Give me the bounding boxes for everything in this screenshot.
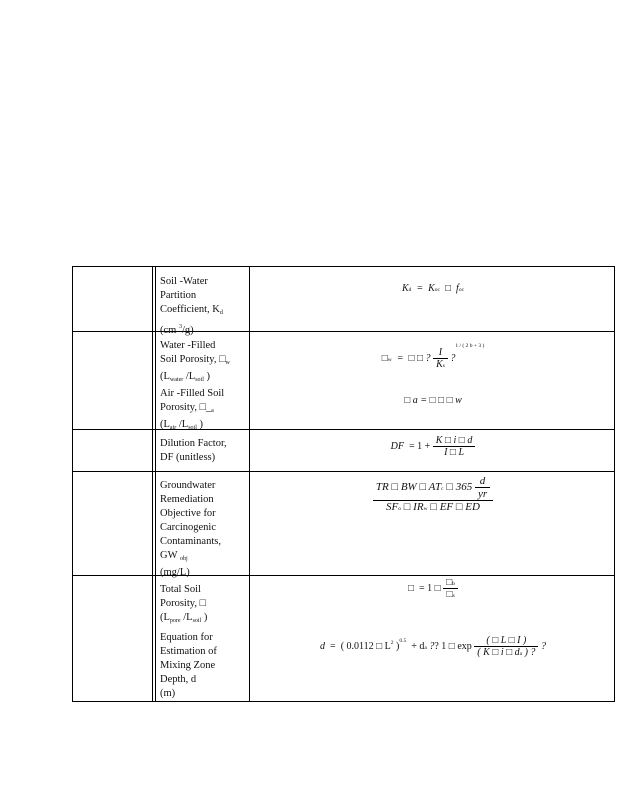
row-divider — [73, 471, 614, 472]
label-line: (m) — [160, 688, 176, 699]
label-air-filled-porosity — [160, 387, 248, 435]
label-unit: ($L_{air}$ $/L_{soil}$ ) — [160, 419, 204, 431]
row-divider — [73, 331, 614, 332]
label-line: Water -Filled — [160, 340, 216, 351]
label-line: Mixing Zone — [160, 660, 216, 671]
fraction: $\frac{K □ i □ d}{I □ L}$ — [433, 435, 476, 458]
equation-mixing-depth: d = ( 0.0112 □ $L^2$ )$^{0.5}$ + da ?? 1 □ exp $\frac{( □ L □ I )}{( K □ i □ da ) ?}$ ? — [320, 635, 546, 658]
label-line: Porosity, $□\__a$ — [160, 402, 214, 414]
label-line: Soil -Water — [160, 276, 208, 287]
label-groundwater-objective — [160, 479, 248, 580]
label-unit: ($L_{water}$ $/L_{soil}$ ) — [160, 371, 211, 383]
label-line: Partition — [160, 290, 197, 301]
fraction: TR □ BW □ ATc □ 365 $\frac{d}{yr}$ SFo □ IRw □ EF □ ED — [373, 475, 493, 513]
equation-eta: □ = 1 □ $\frac{□b}{□s}$ — [251, 577, 615, 600]
equation-df: DF = 1 + $\frac{K □ i □ d}{I □ L}$ — [251, 435, 615, 458]
label-mixing-zone-depth — [160, 631, 248, 701]
label-line: GW $_{obj}$ — [160, 550, 188, 562]
fraction: $\frac{d}{yr}$ — [475, 475, 490, 500]
label-unit: ($L_{pore}$ $/L_{soil}$ ) — [160, 612, 208, 624]
label-line: Coefficient, $K_d$ — [160, 304, 223, 316]
equation-theta-w: □w = □ □ ? $\frac{I}{Ks}$ ?$^{1 / ( 2 b + 3 )}$ — [381, 343, 485, 371]
label-line: DF (unitless) — [160, 452, 216, 463]
column-divider — [155, 267, 156, 701]
column-divider — [152, 267, 153, 701]
equation-gw-obj — [251, 475, 615, 513]
row-divider — [73, 575, 614, 576]
column-divider — [249, 267, 250, 701]
label-soil-water-partition — [160, 275, 248, 338]
label-line: Porosity, □ — [160, 598, 206, 609]
label-line: Equation for — [160, 632, 213, 643]
label-unit: (cm $^3$/g) — [160, 324, 194, 336]
label-line: Remediation — [160, 494, 214, 505]
label-line: Soil Porosity, $□_w$ — [160, 354, 230, 366]
label-line: Groundwater — [160, 480, 216, 491]
equation-kd: Kd = Koc □ foc — [401, 283, 465, 294]
label-line: Air -Filled Soil — [160, 388, 225, 399]
label-line: Estimation of — [160, 646, 217, 657]
label-unit: (mg/L) — [160, 567, 190, 578]
label-total-porosity — [160, 583, 248, 628]
label-line: Carcinogenic — [160, 522, 216, 533]
equations-table — [72, 266, 615, 702]
label-line: Dilution Factor, — [160, 438, 227, 449]
fraction: $\frac{□b}{□s}$ — [443, 577, 458, 600]
label-water-filled-porosity — [160, 339, 248, 387]
row-divider — [73, 429, 614, 430]
label-line: Total Soil — [160, 584, 201, 595]
fraction: $\frac{I}{Ks}$ — [433, 347, 448, 370]
fraction: $\frac{( □ L □ I )}{( K □ i □ da ) ?}$ — [474, 635, 538, 658]
label-line: Objective for — [160, 508, 216, 519]
label-dilution-factor — [160, 437, 248, 465]
label-line: Contaminants, — [160, 536, 221, 547]
label-line: Depth, d — [160, 674, 197, 685]
equation-theta-a: □ a = □ □ □ w — [404, 395, 462, 406]
